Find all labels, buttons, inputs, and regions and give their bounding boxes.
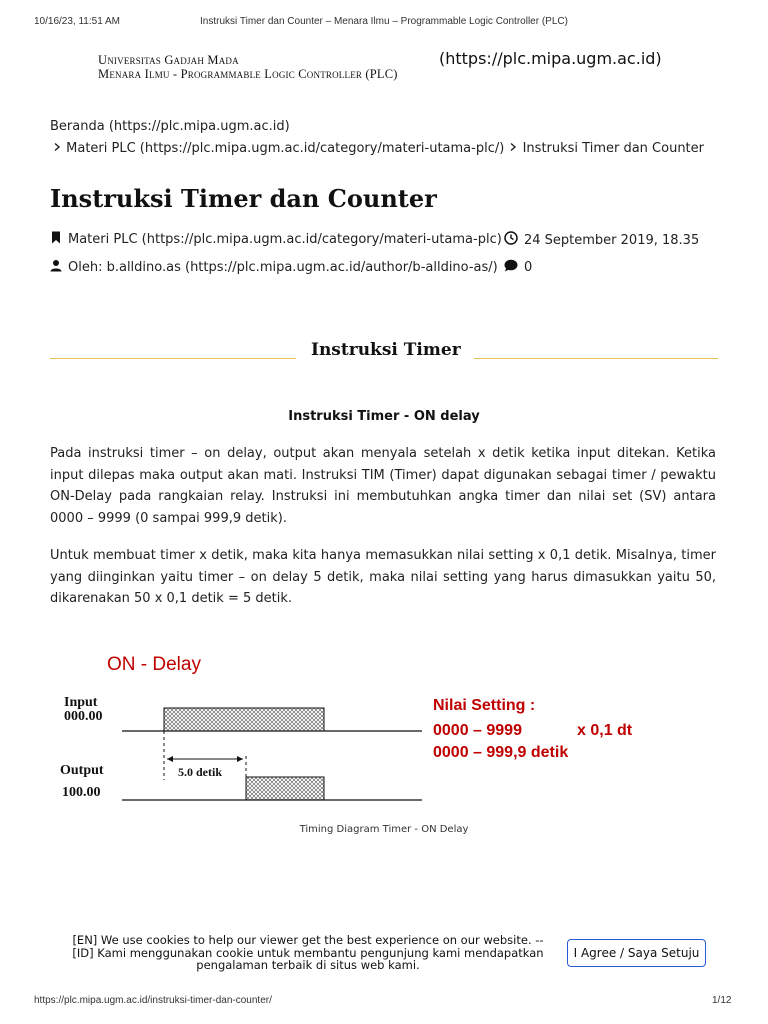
meta-comments-count: 0 <box>524 260 533 275</box>
breadcrumb-current: Instruksi Timer dan Counter <box>522 141 704 156</box>
section-rule-left <box>50 358 296 359</box>
paragraph-1: Pada instruksi timer – on delay, output akan menyala setelah x detik ketika input ditekan. Ketika input dilepas maka output akan mati. Instruksi TIM (Timer) dapat digunakan sebagai timer / pewaktu ON-Delay pada rangkaian relay. Instruksi ini membutuhkan angka timer dan nilai set (SV) antara 0000 – 9999 (0 sampai 999,9 detik). <box>50 446 716 526</box>
figure-setting-line2: 0000 – 999,9 detik <box>433 744 569 761</box>
cookie-notice <box>60 934 556 972</box>
figure-setting-line1: 0000 – 9999 <box>433 722 522 739</box>
bookmark-icon <box>50 231 68 248</box>
cookie-text-id: [ID] Kami menggunakan cookie untuk membantu pengunjung kami mendapatkan <box>72 945 544 960</box>
meta-comments[interactable] <box>504 259 532 276</box>
cookie-text-en: [EN] We use cookies to help our viewer get the best experience on our website. -- <box>72 933 544 947</box>
figure-caption: Timing Diagram Timer - ON Delay <box>299 824 469 835</box>
meta-category <box>50 231 502 248</box>
figure-setting-title: Nilai Setting : <box>433 697 536 714</box>
input-pulse <box>164 708 324 731</box>
figure-setting-multiplier: x 0,1 dt <box>577 722 633 739</box>
meta-category-link[interactable]: Materi PLC (https://plc.mipa.ugm.ac.id/category/materi-utama-plc) <box>68 232 502 247</box>
breadcrumb-category[interactable]: Materi PLC (https://plc.mipa.ugm.ac.id/category/materi-utama-plc/) <box>66 141 505 156</box>
cookie-agree-button[interactable]: I Agree / Saya Setuju <box>567 939 706 967</box>
breadcrumb <box>52 141 704 156</box>
figure-output-value: 100.00 <box>62 785 101 800</box>
footer-page-number: 1/12 <box>712 995 732 1006</box>
user-icon <box>50 259 68 276</box>
paragraph-2: Untuk membuat timer x detik, maka kita hanya memasukkan nilai setting x 0,1 detik. Misalnya, timer yang diinginkan yaitu timer – on delay 5 detik, maka nilai setting yang harus dimasukkan yaitu 50, dikarenakan 50 x 0,1 detik = 5 detik. <box>50 548 716 606</box>
section-rule-right <box>474 358 718 359</box>
timing-diagram <box>50 640 670 820</box>
cookie-text-id-cont: pengalaman terbaik di situs web kami. <box>196 958 420 972</box>
meta-author <box>50 259 498 276</box>
section-title: Instruksi Timer <box>311 340 461 360</box>
clock-icon <box>504 231 524 249</box>
meta-author-link[interactable]: Oleh: b.alldino.as (https://plc.mipa.ugm.ac.id/author/b-alldino-as/) <box>68 260 498 275</box>
site-title-line1[interactable]: Universitas Gadjah Mada <box>98 53 239 67</box>
page-title: Instruksi Timer dan Counter <box>50 184 437 213</box>
footer-url: https://plc.mipa.ugm.ac.id/instruksi-timer-dan-counter/ <box>34 995 272 1006</box>
meta-date-text: 24 September 2019, 18.35 <box>524 232 700 248</box>
figure-output-label: Output <box>60 763 104 778</box>
figure-input-label: Input <box>64 695 98 710</box>
figure-heading: ON - Delay <box>107 654 201 675</box>
chevron-right-icon <box>508 141 522 156</box>
site-title-line2[interactable]: Menara Ilmu - Programmable Logic Controller (PLC) <box>98 67 398 81</box>
comment-icon <box>504 259 524 276</box>
breadcrumb-home[interactable]: Beranda (https://plc.mipa.ugm.ac.id) <box>50 119 290 134</box>
meta-date <box>504 231 699 249</box>
print-page-title: Instruksi Timer dan Counter – Menara Ilmu – Programmable Logic Controller (PLC) <box>200 16 568 27</box>
site-url[interactable]: (https://plc.mipa.ugm.ac.id) <box>439 49 662 68</box>
figure-input-value: 000.00 <box>64 709 103 724</box>
print-datetime: 10/16/23, 11:51 AM <box>34 16 120 27</box>
output-pulse <box>246 777 324 800</box>
chevron-right-icon <box>52 141 66 156</box>
figure-delay-label: 5.0 detik <box>178 765 223 779</box>
section-subheading: Instruksi Timer - ON delay <box>288 409 480 424</box>
